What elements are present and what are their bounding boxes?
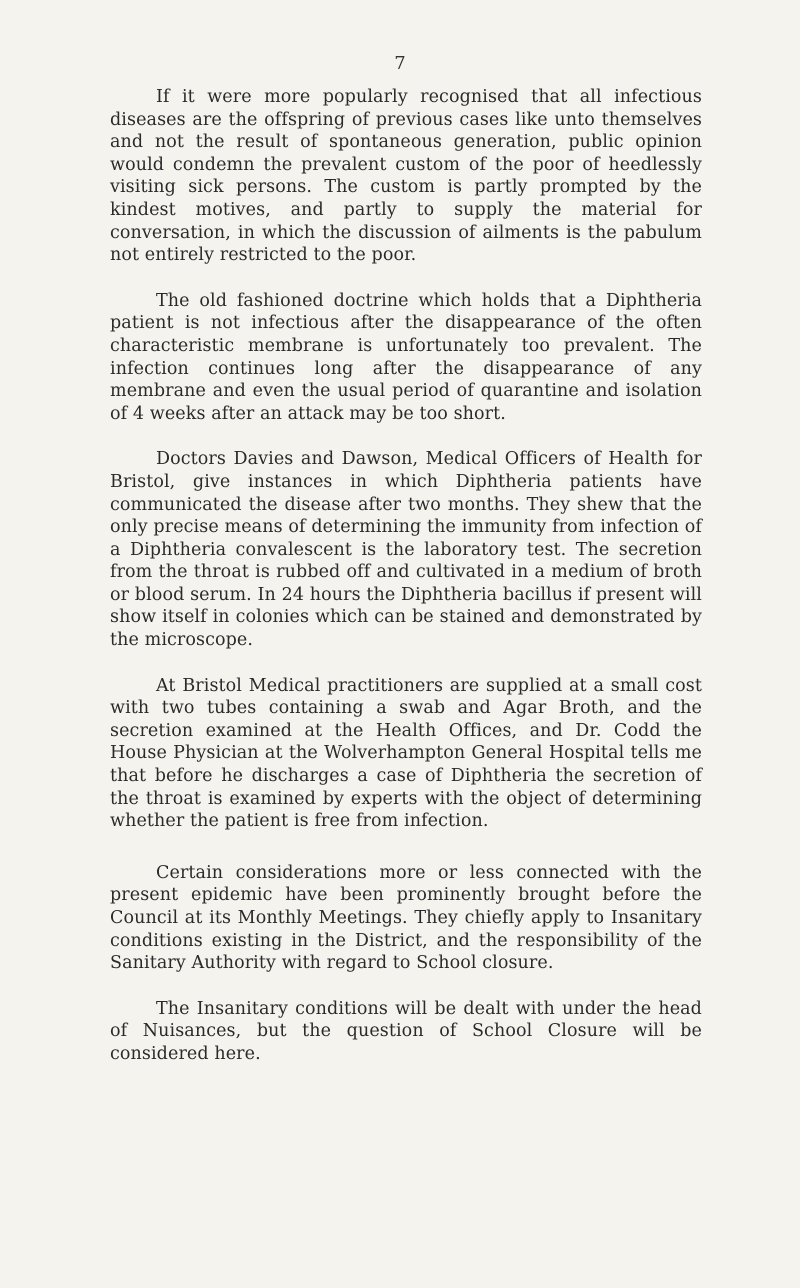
paragraph-bristol-doctors: Doctors Davies and Dawson, Medical Officers of Health for Bristol, give instances in which Diphtheria patients have communicated the disease after two months. They shew that the only precise means of determining the immunity from infection of a Diphtheria convalescent is the laboratory test. The secretion from the throat is rubbed off and cultivated in a medium of broth or blood serum. In 24 hours the Diphtheria bacillus if present will show itself in colonies which can be stained and demonstrated by the microscope. bbox=[110, 449, 702, 651]
paragraph-school-closure: The Insanitary conditions will be dealt with under the head of Nuisances, but the question of School Closure will be considered here. bbox=[110, 998, 702, 1064]
paragraph-infectious-diseases: If it were more popularly recognised that all infectious diseases are the offspring of previous cases like unto themselves and not the result of spontaneous generation, public opinion would condemn the prevalent custom of the poor of heedlessly visiting sick persons. The custom is partly prompted by the kindest motives, and partly to supply the material for conversation, in which the discussion of ailments is the pabulum not entirely restricted to the poor. bbox=[110, 87, 702, 266]
paragraph-bristol-practitioners: At Bristol Medical practitioners are supplied at a small cost with two tubes containing a swab and Agar Broth, and the secretion examined at the Health Offices, and Dr. Codd the House Physician at the Wolverhampton General Hospital tells me that before he discharges a case of Diphtheria the secretion of the throat is examined by experts with the object of determining whether the patient is free from infection. bbox=[110, 675, 702, 832]
page-number: 7 bbox=[394, 53, 406, 74]
paragraph-diphtheria-doctrine: The old fashioned doctrine which holds that a Diphtheria patient is not infectious after the disappearance of the often characteristic membrane is unfortunately too prevalent. The infection continues long after the disappearance of any membrane and even the usual period of quarantine and isolation of 4 weeks after an attack may be too short. bbox=[110, 290, 702, 424]
body-text bbox=[110, 86, 702, 1066]
paragraph-council-considerations: Certain considerations more or less connected with the present epidemic have been prominently brought before the Council at its Monthly Meetings. They chiefly apply to Insanitary conditions existing in the District, and the responsibility of the Sanitary Authority with regard to School closure. bbox=[110, 862, 702, 974]
